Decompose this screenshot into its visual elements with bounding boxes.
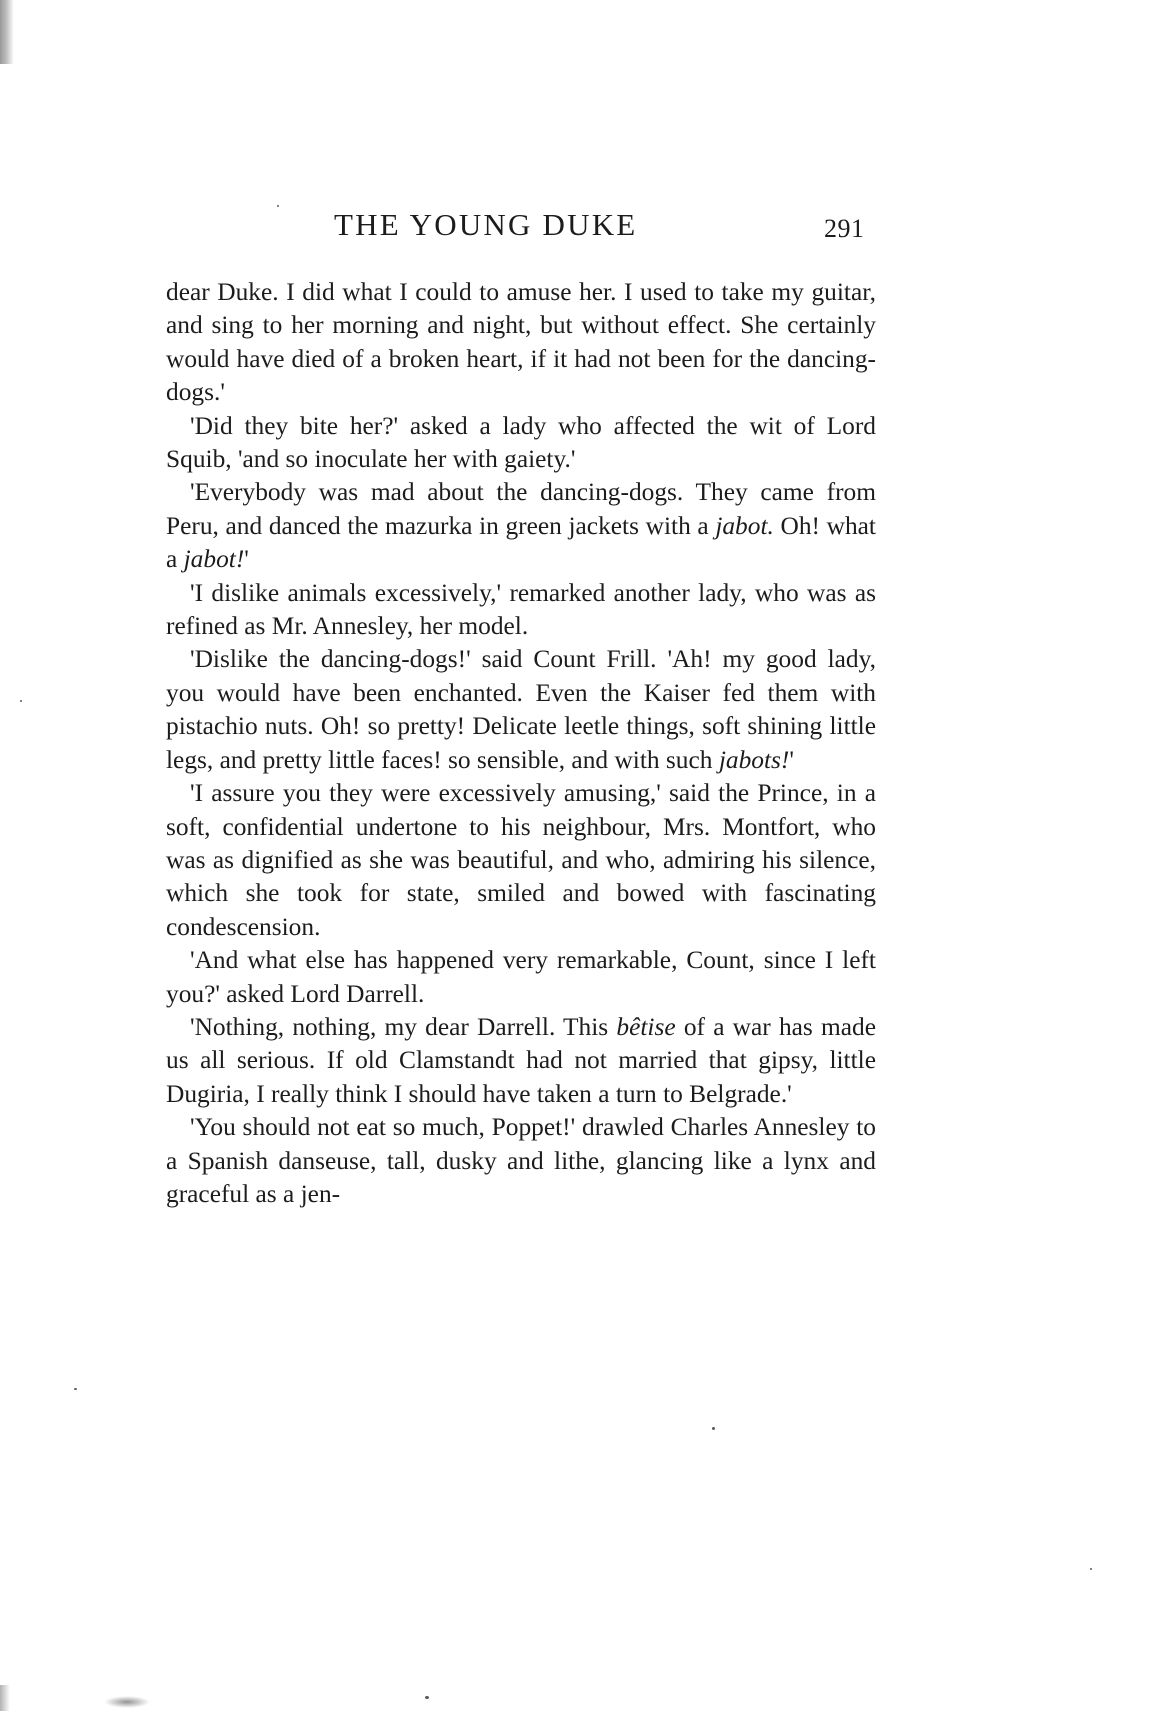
paragraph-text: 'Dislike the dancing-dogs!' said Count Frill. 'Ah! my good lady, you would have been enchanted. Even the Kaiser fed them with pistachio nuts. Oh! so pretty! Delicate leetle things, soft shining little legs, and pretty little faces! so sensible, and with such — [166, 645, 876, 774]
paragraph — [166, 1011, 876, 1111]
paragraph — [166, 476, 876, 576]
italic-word: jabots! — [718, 745, 790, 774]
ink-speck — [20, 700, 22, 702]
paragraph — [166, 643, 876, 777]
paragraph: 'Did they bite her?' asked a lady who affected the wit of Lord Squib, 'and so inoculate her with gaiety.' — [166, 411, 876, 474]
page-number: 291 — [824, 214, 865, 243]
paragraph-text: 'Nothing, nothing, my dear Darrell. This — [190, 1012, 617, 1041]
paragraph-text: Oh! what a — [166, 511, 876, 574]
page-edge-stain — [0, 0, 14, 64]
italic-word: jabot! — [183, 545, 245, 574]
running-title: THE YOUNG DUKE — [334, 207, 638, 242]
ink-speck — [712, 1427, 715, 1430]
ink-speck — [1090, 1568, 1092, 1570]
paragraph: 'You should not eat so much, Poppet!' drawled Charles Annesley to a Spanish danseuse, tall, dusky and lithe, glancing like a lynx and graceful as a jen- — [166, 1113, 876, 1208]
body-text — [166, 276, 876, 1211]
paragraph: 'I assure you they were excessively amusing,' said the Prince, in a soft, confidential undertone to his neighbour, Mrs. Montfort, who was as dignified as she was beautiful, and who, admiring his silence, which she took for state, smiled and bowed with fascinating condescension. — [166, 779, 876, 941]
paragraph-text: of a war has made us all serious. If old Clamstandt had not married that gipsy, little Dugiria, I really think I should have taken a turn to Belgrade.' — [166, 1012, 876, 1108]
ink-smudge — [104, 1696, 150, 1708]
ink-speck — [74, 1388, 77, 1390]
italic-word: bêtise — [616, 1012, 676, 1041]
paragraph-text: ' — [244, 545, 249, 574]
paragraph: dear Duke. I did what I could to amuse her. I used to take my guitar, and sing to her morning and night, but without effect. She certainly would have died of a broken heart, if it had not been for the dancing-dogs.' — [166, 278, 876, 407]
paragraph: 'I dislike animals excessively,' remarked another lady, who was as refined as Mr. Annesley, her model. — [166, 578, 876, 641]
paragraph-text: 'Everybody was mad about the dancing-dogs. They came from Peru, and danced the mazurka in green jackets with a — [166, 478, 876, 540]
paragraph-text: ' — [789, 745, 794, 774]
ink-speck — [425, 1696, 429, 1699]
running-head — [0, 205, 1155, 245]
italic-word: jabot. — [715, 511, 774, 540]
page-edge-stain-bottom — [0, 1685, 10, 1711]
paragraph: 'And what else has happened very remarkable, Count, since I left you?' asked Lord Darrell. — [166, 946, 876, 1008]
